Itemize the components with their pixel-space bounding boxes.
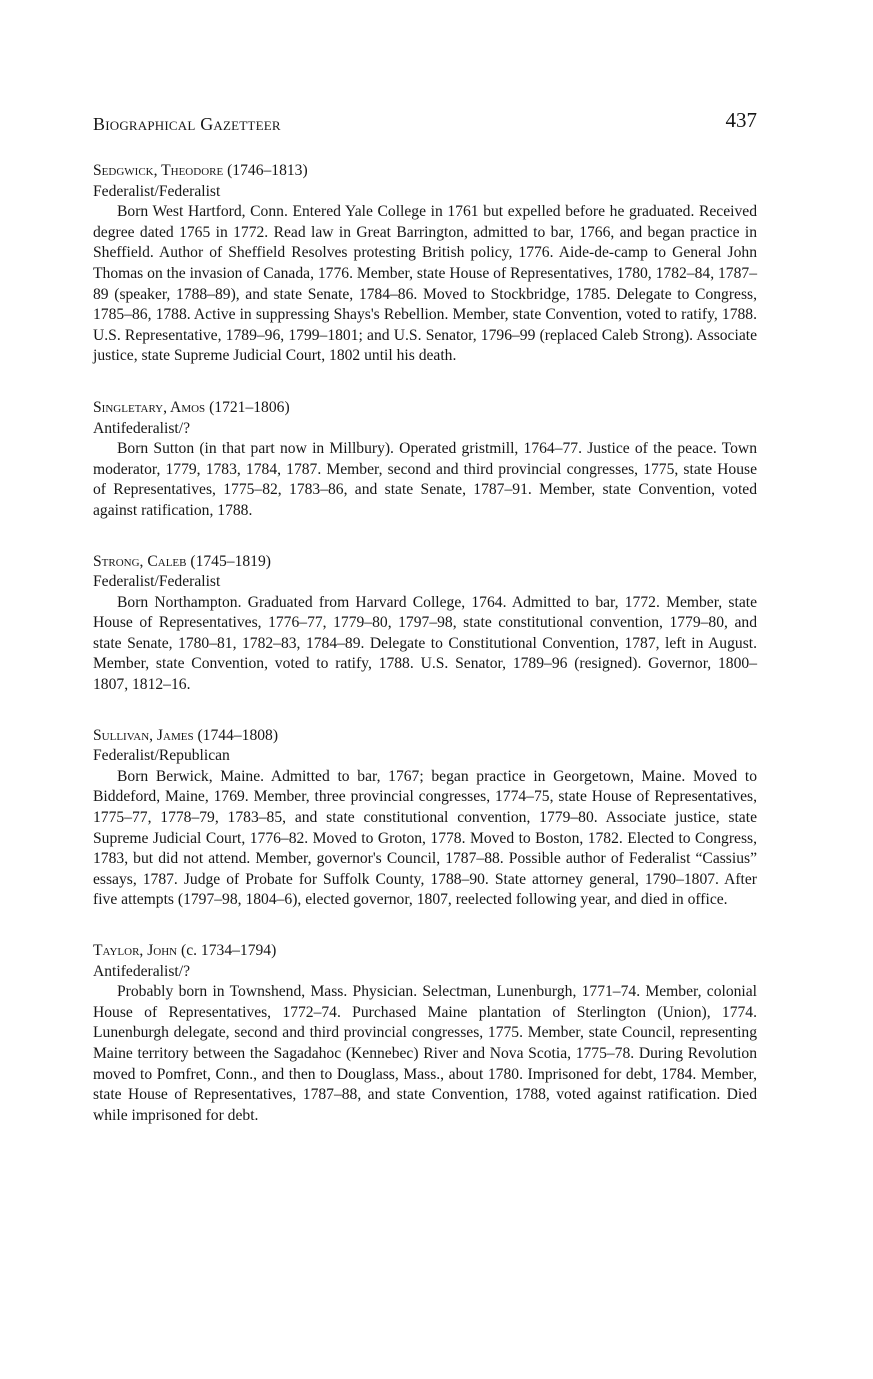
entry-name: Taylor, John <box>93 942 178 959</box>
entry-party-affiliation: Federalist/Federalist <box>93 182 221 200</box>
entry-dates: (c. 1734–1794) <box>181 942 277 959</box>
entry-heading <box>93 552 757 573</box>
entry-biography: Born West Hartford, Conn. Entered Yale College in 1761 but expelled before he graduated. Received degree dated 1765 in 1772. Read law in Great Barrington, admitted to bar, 1766, and began practice in Sheffield. Author of Sheffield Resolves protesting British policy, 1776. Aide-de-camp to General John Thomas on the invasion of Canada, 1776. Member, state House of Representatives, 1780, 1782–84, 1787–89 (speaker, 1788–89), and state Senate, 1784–86. Moved to Stockbridge, 1785. Delegate to Congress, 1785–86, 1788. Active in suppressing Shays's Rebellion. Member, state Convention, voted to ratify, 1788. U.S. Representative, 1789–96, 1799–1801; and U.S. Senator, 1796–99 (replaced Caleb Strong). Associate justice, state Supreme Judicial Court, 1802 until his death. <box>93 203 757 365</box>
entry-biography: Probably born in Townshend, Mass. Physician. Selectman, Lunenburgh, 1771–74. Member, colonial House of Representatives, 1772–74. Purchased Maine plantation of Sterlington (Union), 1774. Lunenburgh delegate, second and third provincial congresses, 1775. Member, state Council, representing Maine territory between the Sagadahoc (Kennebec) River and Nova Scotia, 1775–78. During Revolution moved to Pomfret, Conn., and then to Douglass, Mass., about 1780. Imprisoned for debt, 1784. Member, state House of Representatives, 1787–88, and state Convention, 1788, voted against ratification. Died while imprisoned for debt. <box>93 983 757 1124</box>
entry-biography: Born Berwick, Maine. Admitted to bar, 1767; began practice in Georgetown, Maine. Moved to Biddeford, Maine, 1769. Member, three provincial congresses, 1774–75, state House of Representatives, 1775–77, 1778–79, 1783–85, and state constitutional convention, 1779–80. Associate justice, state Supreme Judicial Court, 1776–82. Moved to Groton, 1778. Moved to Boston, 1782. Elected to Congress, 1783, but did not attend. Member, governor's Council, 1787–88. Possible author of Federalist “Cassius” essays, 1787. Judge of Probate for Suffolk County, 1788–90. State attorney general, 1790–1807. After five attempts (1797–98, 1804–6), elected governor, 1807, reelected following year, and died in office. <box>93 767 757 909</box>
entry-biography: Born Northampton. Graduated from Harvard College, 1764. Admitted to bar, 1772. Member, state House of Representatives, 1776–77, 1779–80, 1797–98, state constitutional convention, 1779–80, and state Senate, 1780–81, 1782–83, 1784–89. Delegate to Constitutional Convention, 1787, left in August. Member, state Convention, voted to ratify, 1788. U.S. Senator, 1789–96 (resigned). Governor, 1800–1807, 1812–16. <box>93 593 757 694</box>
entry-heading <box>93 726 757 747</box>
entry-biography: Born Sutton (in that part now in Millbury). Operated gristmill, 1764–77. Justice of the peace. Town moderator, 1779, 1783, 1784, 1787. Member, second and third provincial congresses, 1775, state House of Representatives, 1775–82, 1783–86, and state Senate, 1787–91. Member, state Convention, voted against ratification, 1788. <box>93 440 757 519</box>
entry-dates: (1745–1819) <box>190 552 271 570</box>
entry-heading <box>93 161 757 182</box>
gazetteer-entry-taylor <box>93 941 757 1126</box>
entry-party-affiliation: Antifederalist/? <box>93 962 190 980</box>
entry-dates: (1721–1806) <box>209 398 290 416</box>
gazetteer-entry-sedgwick <box>93 161 757 367</box>
entry-name: Sedgwick, Theodore <box>93 162 224 179</box>
entry-dates: (1744–1808) <box>197 726 279 744</box>
entry-name: Singletary, Amos <box>93 398 206 416</box>
entry-party-affiliation: Federalist/Republican <box>93 747 230 765</box>
page-number: 437 <box>725 108 757 132</box>
entry-party-affiliation: Federalist/Federalist <box>93 573 221 591</box>
entry-dates: (1746–1813) <box>227 162 308 179</box>
entry-heading <box>93 941 757 962</box>
gazetteer-entry-strong <box>93 552 757 696</box>
running-head <box>93 106 757 142</box>
entry-name: Strong, Caleb <box>93 552 187 570</box>
running-title: Biographical Gazetteer <box>93 114 281 134</box>
entry-heading <box>93 398 757 419</box>
gazetteer-entry-sullivan <box>93 726 757 911</box>
document-page <box>93 106 757 1126</box>
entry-name: Sullivan, James <box>93 726 194 744</box>
entry-party-affiliation: Antifederalist/? <box>93 419 190 437</box>
gazetteer-entry-singletary <box>93 398 757 522</box>
